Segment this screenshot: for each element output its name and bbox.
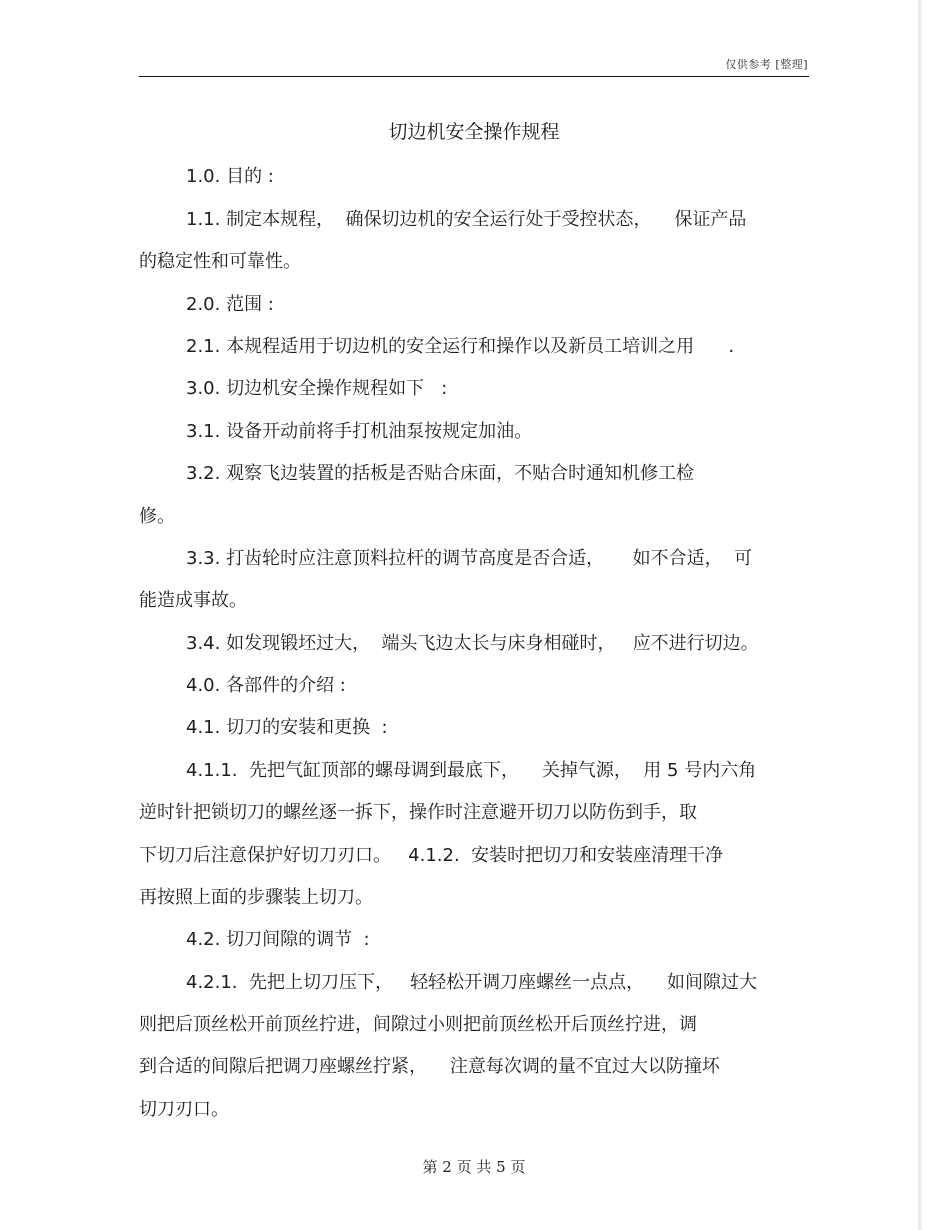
section-heading: 3.0. 切边机安全操作规程如下 : — [186, 378, 448, 399]
body-line: 1.1. 制定本规程， 确保切边机的安全运行处于受控状态， 保证产品 — [186, 209, 747, 230]
header-note: 仅供参考 [整理] — [725, 58, 808, 71]
body-line: 再按照上面的步骤装上切刀。 — [139, 887, 373, 908]
body-line: 3.1. 设备开动前将手打机油泵按规定加油。 — [186, 421, 533, 442]
body-line: 切刀刃口。 — [139, 1099, 229, 1120]
subsection-heading: 4.1. 切刀的安装和更换 : — [186, 717, 388, 738]
subsection-heading: 4.2. 切刀间隙的调节 : — [186, 929, 370, 950]
body-line: 逆时针把锁切刀的螺丝逐一拆下，操作时注意避开切刀以防伤到手，取 — [139, 802, 697, 823]
body-line: 4.2.1. 先把上切刀压下， 轻轻松开调刀座螺丝一点点， 如间隙过大 — [186, 972, 758, 993]
body-line: 2.1. 本规程适用于切边机的安全运行和操作以及新员工培训之用 . — [186, 336, 735, 357]
body-line: 3.2. 观察飞边装置的括板是否贴合床面，不贴合时通知机修工检 — [186, 463, 695, 484]
body-line: 到合适的间隙后把调刀座螺丝拧紧， 注意每次调的量不宜过大以防撞坏 — [139, 1056, 720, 1077]
page-edge-shadow — [918, 0, 922, 1230]
body-line: 4.1.1. 先把气缸顶部的螺母调到最底下， 关掉气源， 用 5 号内六角 — [186, 760, 757, 781]
page-number-footer: 第 2 页 共 5 页 — [422, 1158, 526, 1176]
section-heading: 4.0. 各部件的介绍 : — [186, 675, 346, 696]
document-title: 切边机安全操作规程 — [388, 121, 560, 143]
body-line: 修。 — [139, 506, 175, 527]
body-line: 能造成事故。 — [139, 590, 247, 611]
section-heading: 2.0. 范围 : — [186, 294, 274, 315]
body-line: 下切刀后注意保护好切刀刃口。 4.1.2. 安装时把切刀和安装座清理干净 — [139, 845, 724, 866]
body-line: 则把后顶丝松开前顶丝拧进，间隙过小则把前顶丝松开后顶丝拧进，调 — [139, 1014, 697, 1035]
body-line: 3.3. 打齿轮时应注意顶料拉杆的调节高度是否合适， 如不合适， 可 — [186, 548, 753, 569]
body-line: 的稳定性和可靠性。 — [139, 251, 301, 272]
header-rule — [139, 76, 809, 77]
body-line: 3.4. 如发现锻坯过大， 端头飞边太长与床身相碰时， 应不进行切边。 — [186, 633, 759, 654]
section-heading: 1.0. 目的 : — [186, 166, 274, 187]
